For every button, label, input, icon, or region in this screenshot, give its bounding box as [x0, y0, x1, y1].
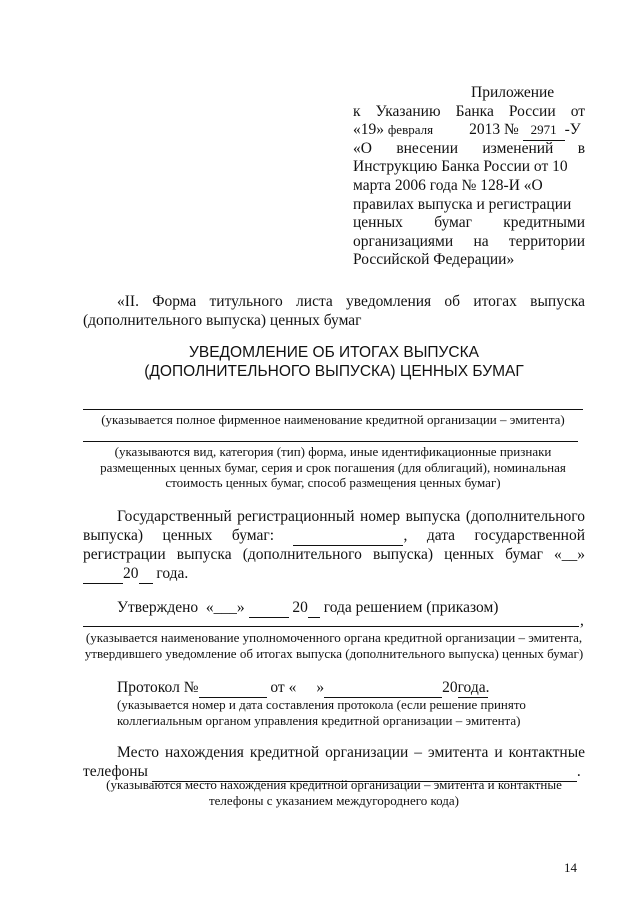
appendix-line-3: «О внесении изменений в	[353, 139, 586, 157]
location-hint: (указываются место нахождения кредитной организации – эмитента и контактные телефоны с указанием междугороднего кода)	[106, 777, 562, 808]
approved-month-field	[249, 598, 289, 618]
securities-field-line	[83, 441, 578, 442]
registration-line-4: 20 года.	[83, 564, 188, 584]
location-line-2: телефоны .	[83, 763, 581, 780]
location-line-1: Место нахождения кредитной организации – эмитента и контактные	[117, 744, 585, 761]
heading-line-1: УВЕДОМЛЕНИЕ ОБ ИТОГАХ ВЫПУСКА	[189, 344, 479, 361]
appendix-block	[353, 84, 585, 270]
appendix-line-9: Российской Федерации»	[353, 251, 515, 269]
issuer-name-field-line	[83, 409, 583, 410]
registration-line-3: регистрации выпуска (дополнительного выпуска) ценных бумаг «__»	[83, 546, 586, 563]
appendix-number: 2971	[523, 121, 565, 141]
protocol-hint: (указывается номер и дата составления протокола (если решение принято коллегиальным органом управления кредитной организации – эмитента)	[117, 697, 526, 728]
appendix-line-6: правилах выпуска и регистрации	[353, 195, 572, 213]
securities-hint: (указываются вид, категория (тип) форма, иные идентификационные признаки размещенных ценных бумаг, серия и срок погашения (для облигаций), номинальная стоимость ценных бумаг, способ размещения ценных бумаг)	[100, 444, 566, 490]
section-title-line-2: (дополнительного выпуска) ценных бумаг	[83, 312, 362, 329]
protocol-line: Протокол № от « » 20года.	[117, 679, 490, 696]
appendix-date-line: «19» февраля 2013 № 2971 -У	[353, 121, 585, 140]
protocol-number-field	[199, 678, 267, 698]
appendix-line-1: к Указанию Банка России от	[353, 102, 586, 120]
heading-line-2: (ДОПОЛНИТЕЛЬНОГО ВЫПУСКА) ЦЕННЫХ БУМАГ	[144, 363, 524, 380]
appendix-line-7: ценных бумаг кредитными	[353, 214, 586, 232]
registration-date-field	[83, 564, 123, 584]
approved-body-field-line	[83, 626, 579, 627]
protocol-date-field	[324, 678, 442, 698]
approved-line: Утверждено «___» 20 года решением (приказом)	[117, 599, 499, 616]
appendix-line-8: организациями на территории	[353, 232, 586, 250]
registration-line-2: выпуска) ценных бумаг: , дата государственной	[83, 527, 586, 544]
registration-number-field	[293, 526, 403, 546]
approved-hint: (указывается наименование уполномоченного органа кредитной организации – эмитента, утвердившего уведомление об итогах выпуска (дополнительного выпуска) ценных бумаг)	[84, 630, 584, 661]
appendix-title: Приложение	[471, 84, 555, 101]
approved-comma: ,	[580, 612, 584, 629]
appendix-line-4: Инструкцию Банка России от 10	[353, 158, 568, 176]
registration-line-1: Государственный регистрационный номер выпуска (дополнительного	[117, 508, 585, 525]
issuer-name-hint: (указывается полное фирменное наименование кредитной организации – эмитента)	[101, 412, 565, 427]
protocol-year-suffix: года.	[457, 679, 490, 696]
appendix-line-5: марта 2006 года № 128-И «О	[353, 176, 543, 194]
section-title-line-1: «II. Форма титульного листа уведомления об итогах выпуска	[117, 293, 585, 310]
document-heading	[83, 343, 585, 381]
page-number: 14	[564, 860, 577, 875]
